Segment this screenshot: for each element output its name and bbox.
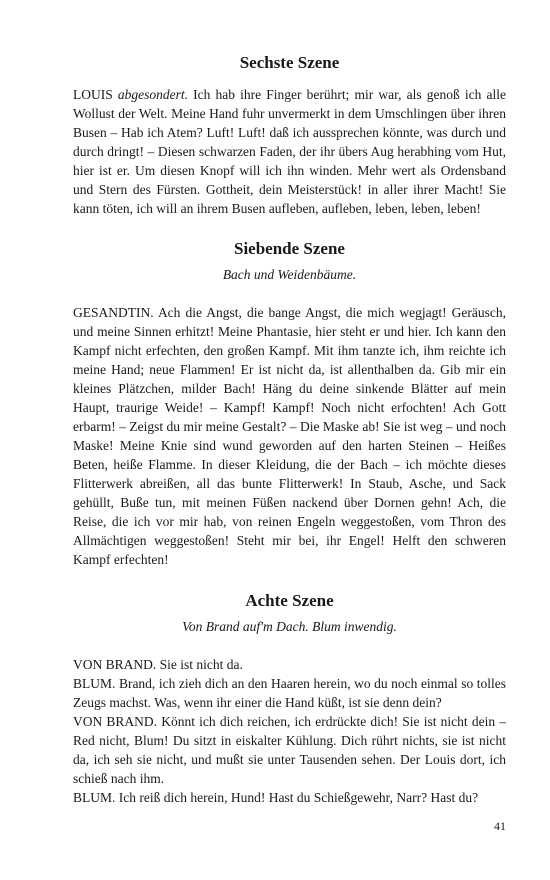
dialogue-text: Ich hab ihre Finger berührt; mir war, als genoß ich alle Wollust der Welt. Meine Hand fuhr unvermerkt in dem Umschlingen über ihren Busen – Hab ich Atem? Luft! Luft! daß ich aussprechen könnte, was durch und durch dringt! – Diesen schwarzen Faden, der ihr übers Aug herabhing vom Hut, hier ist er. Um diesen Knopf will ich ihn winden. Mehr wert als Ordensband und Stern des Fürsten. Gottheit, dein Meisterstück! in aller ihrer Macht! Sie kann töten, ich will an ihrem Busen aufleben, aufleben, leben, leben, leben! — [73, 87, 507, 216]
page-number: 41 — [494, 819, 506, 833]
dialogue-paragraph — [73, 788, 506, 807]
scene-heading: Sechste Szene — [239, 53, 340, 72]
speaker-name: BLUM. — [73, 790, 116, 805]
speaker-name: LOUIS — [73, 87, 113, 102]
dialogue-text: Brand, ich zieh dich an den Haaren herein, wo du noch einmal so tolles Zeugs machst. Was, wenn ihr einer die Hand küßt, ist sie denn dein? — [73, 676, 506, 710]
speaker-name: VON BRAND. — [73, 714, 158, 729]
dialogue-text: Ach die Angst, die bange Angst, die mich wegjagt! Geräusch, und meine Sinnen erhitzt! Meine Phantasie, hier steht er und hier. Ich kann den Kampf nicht erfechten, den großen Kampf. Mit ihm tanzte ich, ihm reichte ich meine Hand; neue Flammen! Er ist nicht da, ist allenthalben da. Gib mir ein kleines Plätzchen, milder Bach! Häng du deine sinkende Blätter auf mein Haupt, traurige Weide! – Kampf! Kampf! Noch nicht erfochten! Ach Gott erbarm! – Zeigst du mir meine Gestalt? – Die Maske ab! Sie ist weg – und noch Maske! Meine Knie sind wund geworden auf den harten Steinen – Heißes Beten, heiße Flamme. In dieser Kleidung, die der Bach – ich möchte dieses Flitterwerk abreißen, all das bunte Flitterwerk! In Staub, Asche, und Sack gehüllt, Buße tun, mit meinen Füßen nackend über Dornen gehn! Ach, die Reise, die ich vor mir hab, von reinen Engeln weggestoßen, vom Thron des Allmächtigen weggestoßen! Steht mir bei, ihr Engel! Helft den schweren Kampf erfechten! — [73, 305, 506, 567]
book-page — [73, 52, 506, 807]
dialogue-paragraph — [73, 655, 506, 674]
dialogue-paragraph — [73, 303, 506, 569]
stage-direction: abgesondert. — [117, 87, 189, 102]
scene-stage-setting: Von Brand auf'm Dach. Blum inwendig. — [182, 619, 397, 634]
dialogue-paragraph — [73, 674, 506, 712]
dialogue-text: Ich reiß dich herein, Hund! Hast du Schießgewehr, Narr? Hast du? — [118, 790, 479, 805]
speaker-name: GESANDTIN. — [73, 305, 154, 320]
scene-heading: Siebende Szene — [234, 239, 345, 258]
dialogue-text: Könnt ich dich reichen, ich erdrückte dich! Sie ist nicht dein – Red nicht, Blum! Du sitzt in eiskalter Kühlung. Dich rührt nichts, sie ist nicht da, ich seh sie nicht, und mußt sie unter Tausenden sehen. Der Louis dort, ich schieß nach ihm. — [73, 714, 506, 786]
dialogue-paragraph — [73, 712, 506, 788]
dialogue-paragraph — [73, 85, 506, 218]
scene-stage-setting: Bach und Weidenbäume. — [222, 267, 357, 282]
scene-heading: Achte Szene — [245, 591, 334, 610]
dialogue-text: Sie ist nicht da. — [159, 657, 243, 672]
speaker-name: BLUM. — [73, 676, 116, 691]
speaker-name: VON BRAND. — [73, 657, 157, 672]
